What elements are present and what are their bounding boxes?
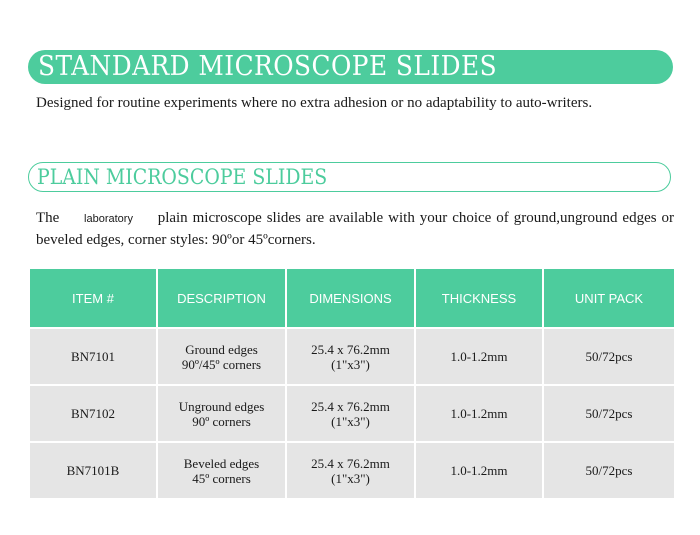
header-thickness: THICKNESS [415,268,543,328]
header-item: ITEM # [29,268,157,328]
desc-line-1: Ground edges [185,341,258,357]
desc-line-2: 45º corners [192,470,251,486]
table-row [29,442,675,499]
header-dimensions: DIMENSIONS [286,268,415,328]
dim-line-2: (1"x3") [331,470,370,486]
cell-dimensions [286,328,415,385]
cell-unit-pack: 50/72pcs [543,328,675,385]
desc-line-1: Unground edges [178,398,265,414]
dim-line-2: (1"x3") [331,356,370,372]
cell-unit-pack: 50/72pcs [543,385,675,442]
intro-small-word: laboratory [84,213,133,225]
header-description: DESCRIPTION [157,268,286,328]
cell-thickness: 1.0-1.2mm [415,442,543,499]
cell-unit-pack: 50/72pcs [543,442,675,499]
intro-start: The [36,210,60,226]
cell-dimensions [286,385,415,442]
desc-line-2: 90º/45º corners [181,356,262,372]
cell-description [157,385,286,442]
section-intro [36,208,674,251]
cell-thickness: 1.0-1.2mm [415,385,543,442]
dim-line-1: 25.4 x 76.2mm [311,398,390,414]
desc-line-2: 90º corners [192,413,251,429]
dim-line-1: 25.4 x 76.2mm [311,341,390,357]
page-title: STANDARD MICROSCOPE SLIDES [38,51,498,82]
cell-item: BN7102 [29,385,157,442]
cell-description [157,442,286,499]
cell-description [157,328,286,385]
spec-table [28,267,676,500]
header-banner [28,50,673,84]
intro-rest: plain microscope slides are available with your choice of ground,unground edges or beveled edges, corner styles: 90ºor 45ºcorners. [36,210,674,248]
cell-item: BN7101 [29,328,157,385]
page-subtitle: Designed for routine experiments where no extra adhesion or no adaptability to auto-writers. [36,95,593,111]
header-unit-pack: UNIT PACK [543,268,675,328]
table-row [29,385,675,442]
table-header-row [29,268,675,328]
dim-line-2: (1"x3") [331,413,370,429]
table-row [29,328,675,385]
cell-thickness: 1.0-1.2mm [415,328,543,385]
dim-line-1: 25.4 x 76.2mm [311,455,390,471]
cell-dimensions [286,442,415,499]
section-title: PLAIN MICROSCOPE SLIDES [37,165,328,189]
cell-item: BN7101B [29,442,157,499]
section-banner [28,162,671,192]
desc-line-1: Beveled edges [183,455,260,471]
